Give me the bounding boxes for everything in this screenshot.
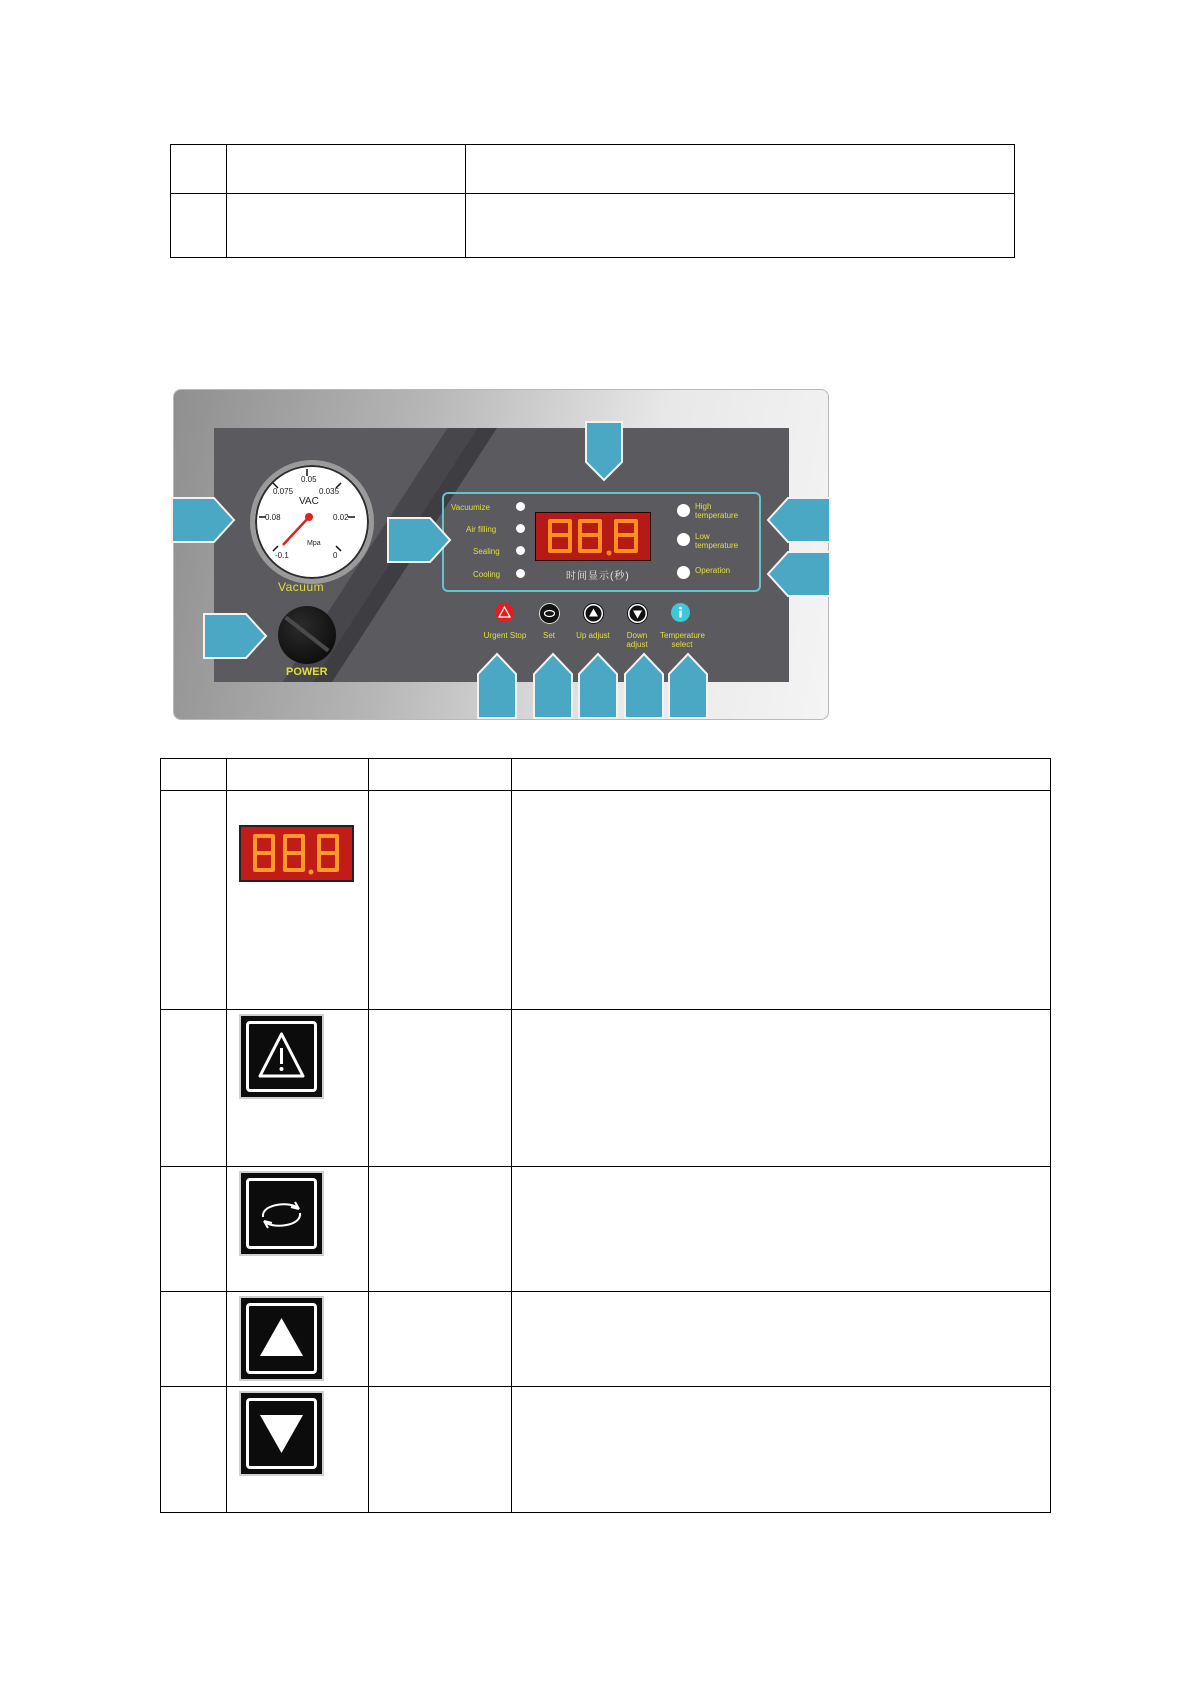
indicator-led <box>516 502 525 511</box>
button-label: Down adjust <box>626 631 648 649</box>
table-cell <box>161 1010 227 1167</box>
table-cell <box>226 791 369 1010</box>
arrow-up-icon <box>584 604 603 623</box>
callout-arrow-right-icon <box>386 516 452 564</box>
table-row <box>171 194 1015 258</box>
up-adjust-button <box>583 603 604 624</box>
callout-arrow-up-icon <box>532 652 574 720</box>
table-row <box>161 1167 1051 1292</box>
button-label: Urgent Stop <box>483 631 527 640</box>
power-label: POWER <box>286 666 328 678</box>
table-header-row <box>161 759 1051 791</box>
table-row <box>161 1387 1051 1513</box>
vacuum-gauge <box>250 460 374 584</box>
table-row <box>161 1292 1051 1387</box>
seven-segment-icon <box>241 827 352 880</box>
button-label: Up adjust <box>576 631 610 640</box>
callout-arrow-right-icon <box>170 496 236 544</box>
table-cell <box>511 759 1050 791</box>
table-cell <box>226 1167 369 1292</box>
callout-arrow-up-icon <box>667 652 709 720</box>
gauge-label: 0.075 <box>273 487 294 496</box>
controls-table <box>160 758 1051 1513</box>
callout-arrow-up-icon <box>476 652 518 720</box>
table-cell <box>226 1387 369 1513</box>
down-adjust-button <box>627 603 648 624</box>
table-cell <box>511 1387 1050 1513</box>
gauge-label: 0 <box>333 551 338 560</box>
button-label: Temperature select <box>660 631 705 649</box>
indicator-label: Operation <box>695 566 731 575</box>
top-table <box>170 144 1015 258</box>
gauge-label: 0.035 <box>319 487 340 496</box>
table-cell <box>226 759 369 791</box>
indicator-label: Cooling <box>473 570 501 579</box>
indicator-led <box>516 569 525 578</box>
panel-face <box>214 428 789 682</box>
gauge-unit: Mpa <box>307 540 321 547</box>
indicator-label: Vacuumize <box>451 503 490 512</box>
table-cell <box>511 791 1050 1010</box>
arrow-down-icon <box>239 1391 324 1476</box>
table-cell <box>171 194 227 258</box>
callout-arrow-up-icon <box>577 652 619 720</box>
display-caption: 时间显示(秒) <box>566 571 630 582</box>
table-cell <box>369 1387 512 1513</box>
table-cell <box>161 1292 227 1387</box>
table-cell <box>161 791 227 1010</box>
time-display <box>535 512 651 561</box>
table-row <box>161 1010 1051 1167</box>
indicator-led <box>516 524 525 533</box>
set-button <box>539 603 560 624</box>
table-cell <box>161 759 227 791</box>
indicator-led <box>677 504 690 517</box>
urgent-stop-button <box>495 603 514 622</box>
gauge-label: 0.05 <box>301 475 317 484</box>
gauge-unit: VAC <box>299 496 319 507</box>
table-row <box>171 145 1015 194</box>
power-knob <box>278 606 336 664</box>
arrow-up-icon <box>239 1296 324 1381</box>
warning-icon <box>495 603 514 622</box>
table-cell <box>369 1167 512 1292</box>
temperature-select-button <box>671 603 690 622</box>
warning-icon <box>239 1014 324 1099</box>
table-cell <box>227 194 466 258</box>
table-cell <box>369 1292 512 1387</box>
table-cell <box>369 759 512 791</box>
indicator-led <box>516 546 525 555</box>
table-cell <box>226 1292 369 1387</box>
arrow-down-icon <box>628 604 647 623</box>
info-icon <box>671 603 690 622</box>
callout-arrow-left-icon <box>766 550 832 598</box>
table-cell <box>161 1167 227 1292</box>
indicator-label: High temperature <box>695 502 739 520</box>
table-cell <box>227 145 466 194</box>
table-cell <box>511 1010 1050 1167</box>
table-cell <box>171 145 227 194</box>
table-cell <box>466 145 1015 194</box>
cycle-icon <box>540 604 559 623</box>
knob-indicator <box>284 616 329 652</box>
table-cell <box>466 194 1015 258</box>
indicator-label: Air filling <box>466 525 497 534</box>
callout-arrow-up-icon <box>623 652 665 720</box>
table-cell <box>226 1010 369 1167</box>
seven-segment-icon <box>536 513 650 560</box>
table-row <box>161 791 1051 1010</box>
callout-arrow-right-icon <box>202 612 268 660</box>
segment-display-icon <box>239 825 354 882</box>
cycle-icon <box>239 1171 324 1256</box>
callout-arrow-left-icon <box>766 496 832 544</box>
vacuum-label: Vacuum <box>278 580 325 594</box>
indicator-led <box>677 533 690 546</box>
table-cell <box>369 1010 512 1167</box>
indicator-led <box>677 566 690 579</box>
table-cell <box>511 1167 1050 1292</box>
gauge-label: 0.08 <box>265 513 281 522</box>
button-label: Set <box>542 631 555 640</box>
callout-arrow-down-icon <box>584 420 624 482</box>
indicator-label: Low temperature <box>695 532 739 550</box>
indicator-label: Sealing <box>473 547 500 556</box>
table-cell <box>369 791 512 1010</box>
table-cell <box>511 1292 1050 1387</box>
gauge-label: 0.02 <box>333 513 349 522</box>
gauge-label: -0.1 <box>275 551 289 560</box>
control-panel-image <box>173 389 829 720</box>
table-cell <box>161 1387 227 1513</box>
